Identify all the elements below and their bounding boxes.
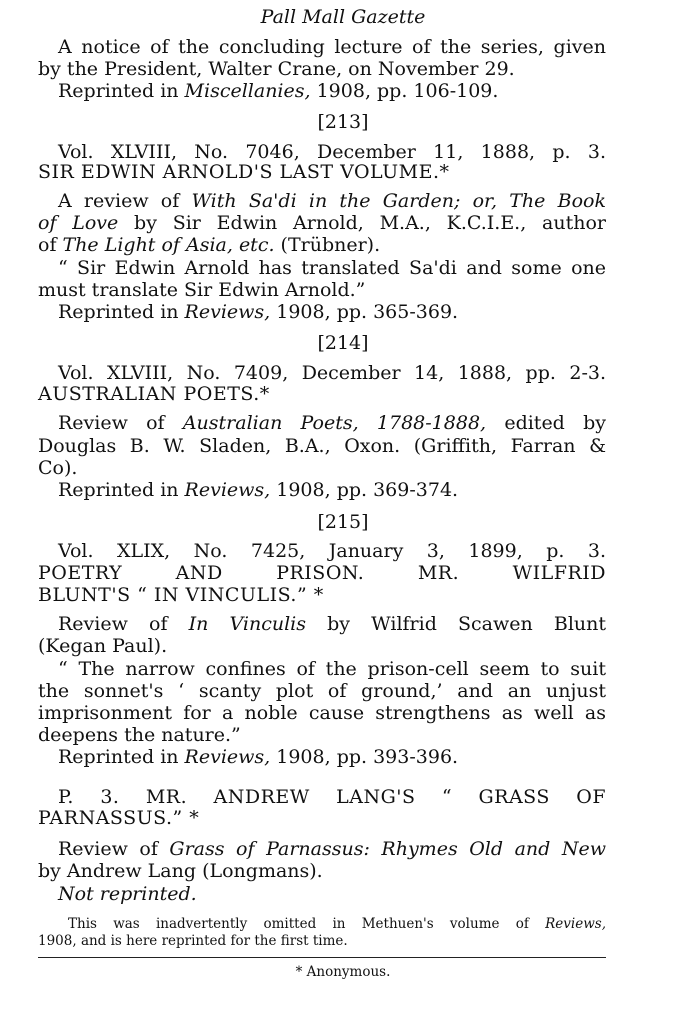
footnote-rule [38, 957, 606, 958]
entry-heading: SIR EDWIN ARNOLD'S LAST VOLUME.* [38, 161, 450, 183]
quote-line: the sonnet's ‘ scanty plot of ground,’ and an unjust [38, 680, 606, 702]
reprint-line: Not reprinted. [58, 883, 197, 905]
entry-heading: PARNASSUS.” * [38, 807, 200, 829]
text-line: (Kegan Paul). [38, 635, 168, 657]
entry-number: [214] [317, 332, 369, 354]
running-head: Pall Mall Gazette [260, 6, 426, 28]
text-line: Co). [38, 457, 78, 479]
quote-line: imprisonment for a noble cause strengthens as well as [38, 702, 606, 724]
entry-number: [213] [317, 111, 369, 133]
entry-heading: BLUNT'S “ IN VINCULIS.” * [38, 584, 324, 606]
reprint-line: Reprinted in Reviews, 1908, pp. 393-396. [58, 746, 459, 768]
volume-line: Vol. XLVIII, No. 7046, December 11, 1888, p. 3. [58, 141, 606, 163]
entry-heading: POETRY AND PRISON. MR. WILFRID [38, 562, 606, 584]
reprint-line: Reprinted in Miscellanies, 1908, pp. 106-109. [58, 80, 499, 102]
text-line: Review of Grass of Parnassus: Rhymes Old and New [58, 838, 606, 860]
entry-heading: AUSTRALIAN POETS.* [38, 383, 270, 405]
volume-line: Vol. XLIX, No. 7425, January 3, 1899, p. 3. [58, 540, 606, 562]
reprint-line: Reprinted in Reviews, 1908, pp. 365-369. [58, 301, 459, 323]
text-line: Douglas B. W. Sladen, B.A., Oxon. (Griffith, Farran & [38, 435, 606, 457]
quote-line: deepens the nature.” [38, 724, 241, 746]
text-line: by Andrew Lang (Longmans). [38, 860, 323, 882]
note-line: 1908, and is here reprinted for the first time. [38, 933, 348, 949]
text-line: Review of In Vinculis by Wilfrid Scawen Blunt [58, 613, 607, 635]
reprint-line: Reprinted in Reviews, 1908, pp. 369-374. [58, 479, 459, 501]
text-line: by the President, Walter Crane, on November 29. [38, 58, 515, 80]
volume-line: Vol. XLVIII, No. 7409, December 14, 1888, pp. 2-3. [58, 362, 606, 384]
text-line: A notice of the concluding lecture of the series, given [58, 36, 606, 58]
footnote: * Anonymous. [295, 964, 391, 980]
note-line: This was inadvertently omitted in Methuen's volume of Reviews, [68, 916, 606, 932]
quote-line: “ The narrow confines of the prison-cell seem to suit [58, 658, 606, 680]
text-line: A review of With Sa'di in the Garden; or, The Book [58, 190, 606, 212]
entry-heading: P. 3. MR. ANDREW LANG'S “ GRASS OF [58, 786, 606, 808]
quote-line: must translate Sir Edwin Arnold.” [38, 279, 366, 301]
text-line: of Love by Sir Edwin Arnold, M.A., K.C.I.E., author [38, 212, 606, 234]
text-line: Review of Australian Poets, 1788-1888, edited by [58, 412, 606, 434]
quote-line: “ Sir Edwin Arnold has translated Sa'di and some one [58, 257, 606, 279]
entry-number: [215] [317, 511, 369, 533]
text-line: of The Light of Asia, etc. (Trübner). [38, 234, 381, 256]
